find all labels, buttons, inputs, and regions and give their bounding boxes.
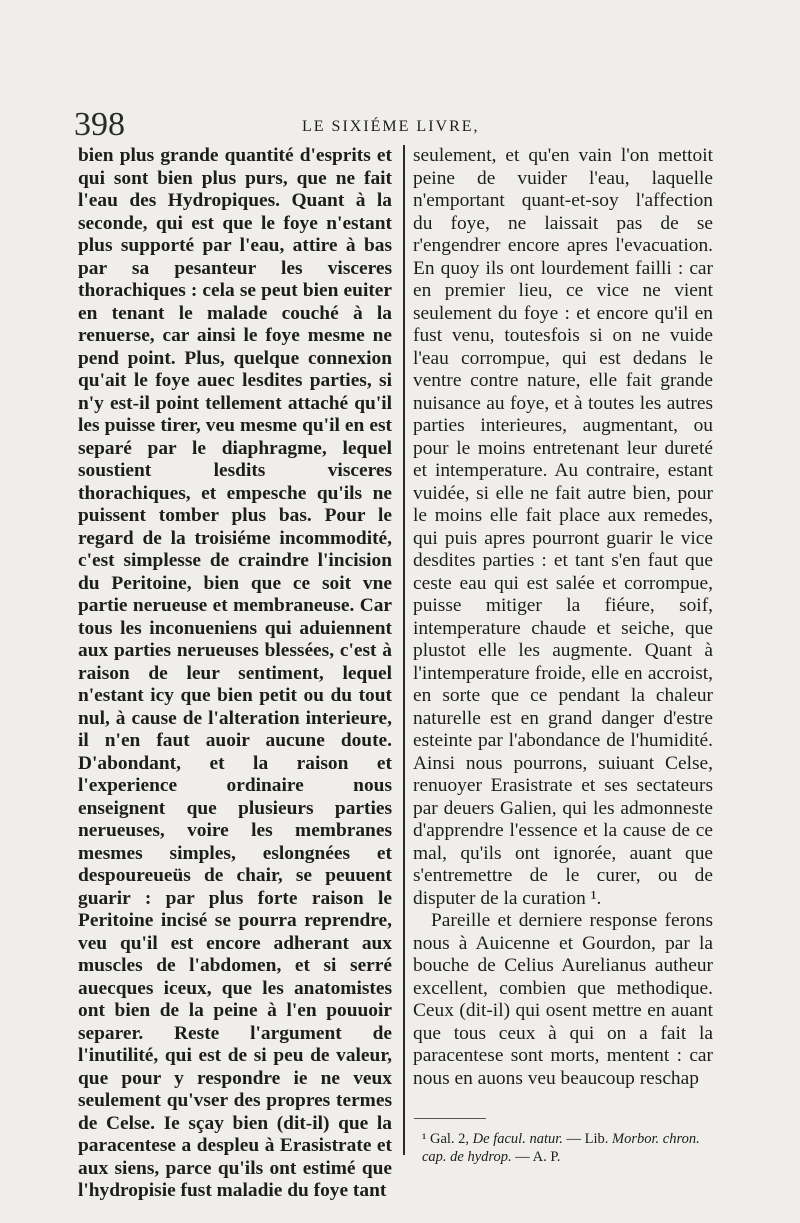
footnote-attribution: — A. P. bbox=[511, 1149, 561, 1165]
footnote-rule bbox=[414, 1118, 486, 1119]
right-paragraph-1: seulement, et qu'en vain l'on mettoit peine de vuider l'eau, laquelle n'emportant quant-et-soy l'affection du foye, ne laissait pas de se r'engendrer encore apres l'evacuation. En quoy ils ont lourdement failli : car en premier lieu, ce vice ne vient seulement du foye : et encore qu'il en fust venu, toutesfois si on ne vuide l'eau corrompue, qui est dedans le ventre contre nature, elle fait grande nuisance au foye, et à toutes les autres parties interieures, augmentant, ou pour le moins entretenant leur dureté et intemperature. Au contraire, estant vuidée, si elle ne fait autre bien, pour le moins elle fait place aux remedes, qui puis apres pourront guarir le vice desdites parties : et tant s'en faut que ceste eau qui est salée et corrompue, puisse mitiger la fiéure, soif, intemperature chaude et seiche, que plustot elle les augmente. Quant à l'intemperature froide, elle en accroist, en sorte que ce pendant la chaleur naturelle est en grand danger d'estre esteinte par l'abondance de l'humidité. Ainsi nous pourrons, suiuant Celse, renuoyer Erasistrate et ses sectateurs par deuers Galien, qui les admonneste d'apprendre l'essence et la cause de ce mal, qu'ils ont ignorée, auant que s'entremettre de le curer, ou de disputer de la curation ¹. bbox=[413, 145, 713, 909]
footnote bbox=[422, 1130, 722, 1166]
page-number: 398 bbox=[74, 106, 125, 143]
footnote-separator: — Lib. bbox=[562, 1131, 613, 1147]
right-paragraph-2: Pareille et derniere response ferons nous à Auicenne et Gourdon, par la bouche de Celius Aurelianus autheur excellent, combien que methodique. Ceux (dit-il) qui osent mettre en auant que tous ceux à qui on a fait la paracentese sont morts, mentent : car nous en auons veu beaucoup reschap bbox=[413, 910, 713, 1089]
left-column bbox=[78, 145, 392, 1203]
footnote-ref-1: De facul. natur. bbox=[472, 1131, 563, 1147]
footnote-ref-2: Morbor. chron. cap. de hydrop. bbox=[422, 1131, 700, 1165]
right-column bbox=[413, 145, 713, 1090]
footnote-marker: ¹ Gal. 2, bbox=[422, 1131, 473, 1147]
left-column-text: bien plus grande quantité d'esprits et qui sont bien plus purs, que ne fait l'eau des Hydropiques. Quant à la seconde, qui est que le foye n'estant plus supporté par l'eau, attire à bas par sa pesanteur les visceres thorachiques : cela se peut bien euiter en tenant le malade couché à la renuerse, car ainsi le foye mesme ne pend point. Plus, quelque connexion qu'ait le foye auec lesdites parties, si n'y est-il point tellement attaché qu'il les puisse tirer, veu mesme qu'il en est separé par le diaphragme, lequel soustient lesdits visceres thorachiques, et empesche qu'ils ne puissent tomber plus bas. Pour le regard de la troisiéme incommodité, c'est simplesse de craindre l'incision du Peritoine, bien que ce soit vne partie nerueuse et membraneuse. Car tous les inconueniens qui aduiennent aux parties nerueuses blessées, c'est à raison de leur sentiment, lequel n'estant icy que bien petit ou du tout nul, à cause de l'alteration interieure, il n'en faut auoir aucune doute. D'abondant, et la raison et l'experience ordinaire nous enseignent que plusieurs parties nerueuses, voire les membranes mesmes simples, eslongnées et despoureueüs de chair, se peuuent guarir : par plus forte raison le Peritoine incisé se pourra reprendre, veu qu'il est encore adherant aux muscles de l'abdomen, et si serré auecques iceux, que les anatomistes ont bien de la peine à l'en pouuoir separer. Reste l'argument de l'inutilité, qui est de si peu de valeur, que pour y respondre ie ne veux seulement qu'vser des propres termes de Celse. Ie sçay bien (dit-il) que la paracentese a despleu à Erasistrate et aux siens, parce qu'ils ont estimé que l'hydropisie fust maladie du foye tant bbox=[78, 145, 392, 1201]
column-divider bbox=[403, 145, 405, 1155]
running-title: LE SIXIÉME LIVRE, bbox=[302, 118, 480, 135]
page-header bbox=[74, 106, 724, 144]
